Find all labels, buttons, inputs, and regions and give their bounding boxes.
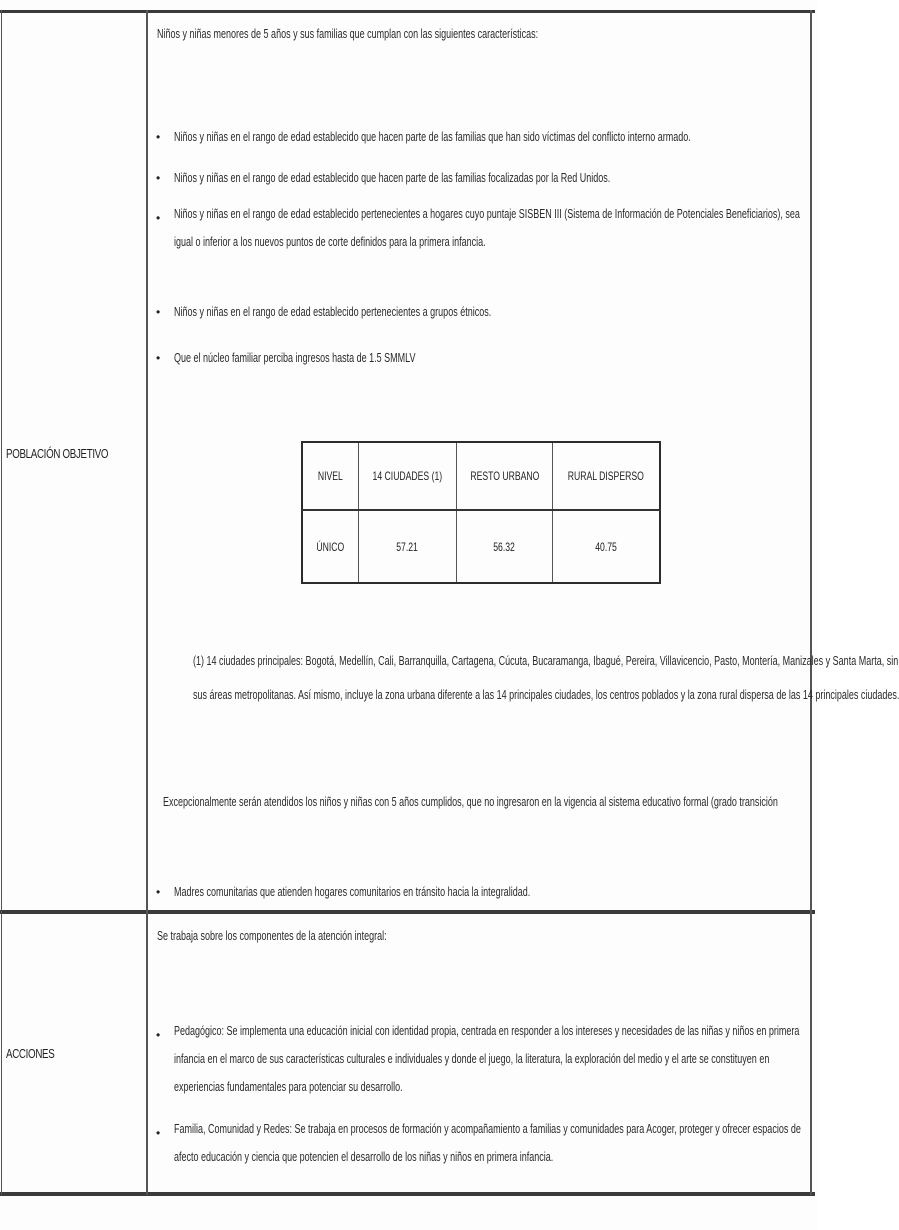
bullet-icon: • xyxy=(156,211,161,225)
bullet-icon: • xyxy=(156,1028,161,1042)
poblacion-bullet-1: Niños y niñas en el rango de edad establecido que hacen parte de las familias que han sido víctimas del conflicto interno armado. xyxy=(174,130,691,144)
bullet-icon: • xyxy=(156,171,161,185)
poblacion-bullet-4: Niños y niñas en el rango de edad establecido pertenecientes a grupos étnicos. xyxy=(174,305,492,319)
bullet-icon: • xyxy=(156,885,161,899)
exception-paragraph: Excepcionalmente serán atendidos los niños y niñas con 5 años cumplidos, que no ingresaron en la vigencia al sistema educativo formal (grado transición xyxy=(163,795,778,809)
table-cell: 57.21 xyxy=(358,510,456,583)
income-threshold-table xyxy=(301,441,661,584)
acciones-label: ACCIONES xyxy=(6,1047,55,1061)
table-cell: 56.32 xyxy=(456,510,553,583)
column-divider xyxy=(146,10,148,1195)
table-row xyxy=(302,510,660,583)
acciones-bullet-2: Familia, Comunidad y Redes: Se trabaja en procesos de formación y acompañamiento a familias y comunidades para Acoger, proteger y ofrecer espacios de afecto educación y ciencia que potencien el desarrollo de los niñas y niños en primera infancia. xyxy=(174,1122,801,1164)
table-cell: ÚNICO xyxy=(302,510,358,583)
poblacion-last-bullet: Madres comunitarias que atienden hogares comunitarios en tránsito hacia la integralidad. xyxy=(174,885,531,899)
table-header-cell: NIVEL xyxy=(302,442,358,510)
poblacion-bullet-3: Niños y niñas en el rango de edad establecido pertenecientes a hogares cuyo puntaje SISBEN III (Sistema de Información de Potenciales Beneficiarios), sea igual o inferior a los nuevos puntos de corte definidos para la primera infancia. xyxy=(174,207,800,249)
section-divider xyxy=(0,910,815,914)
footnote-line-2: sus áreas metropolitanas. Así mismo, incluye la zona urbana diferente a las 14 principales ciudades, los centros poblados y la zona rural dispersa de las 14 principales ciudades. xyxy=(193,688,899,702)
left-border xyxy=(1,10,2,1195)
bullet-icon: • xyxy=(156,351,161,365)
right-border xyxy=(810,10,812,1195)
bullet-icon: • xyxy=(156,305,161,319)
acciones-intro: Se trabaja sobre los componentes de la atención integral: xyxy=(157,929,387,943)
poblacion-bullet-2: Niños y niñas en el rango de edad establecido que hacen parte de las familias focalizadas por la Red Unidos. xyxy=(174,171,611,185)
poblacion-intro: Niños y niñas menores de 5 años y sus familias que cumplan con las siguientes características: xyxy=(157,27,539,41)
acciones-bullet-1: Pedagógico: Se implementa una educación inicial con identidad propia, centrada en responder a los intereses y necesidades de las niñas y niños en primera infancia en el marco de sus características culturales e individuales y donde el juego, la literatura, la exploración del medio y el arte se constituyen en experiencias fundamentales para potenciar su desarrollo. xyxy=(174,1024,800,1094)
table-header-cell: 14 CIUDADES (1) xyxy=(358,442,456,510)
bottom-rule xyxy=(0,1192,815,1196)
top-rule xyxy=(0,10,815,13)
bullet-icon: • xyxy=(156,130,161,144)
poblacion-objetivo-label: POBLACIÓN OBJETIVO xyxy=(6,447,109,461)
bullet-icon: • xyxy=(156,1126,161,1140)
table-header-cell: RURAL DISPERSO xyxy=(553,442,660,510)
table-header-cell: RESTO URBANO xyxy=(456,442,553,510)
footnote-line-1: (1) 14 ciudades principales: Bogotá, Medellín, Cali, Barranquilla, Cartagena, Cúcuta, Bucaramanga, Ibagué, Pereira, Villavicencio, Pasto, Montería, Manizales y Santa Marta, sin xyxy=(193,654,899,668)
poblacion-bullet-5: Que el núcleo familiar perciba ingresos hasta de 1.5 SMMLV xyxy=(174,351,416,365)
table-cell: 40.75 xyxy=(553,510,660,583)
